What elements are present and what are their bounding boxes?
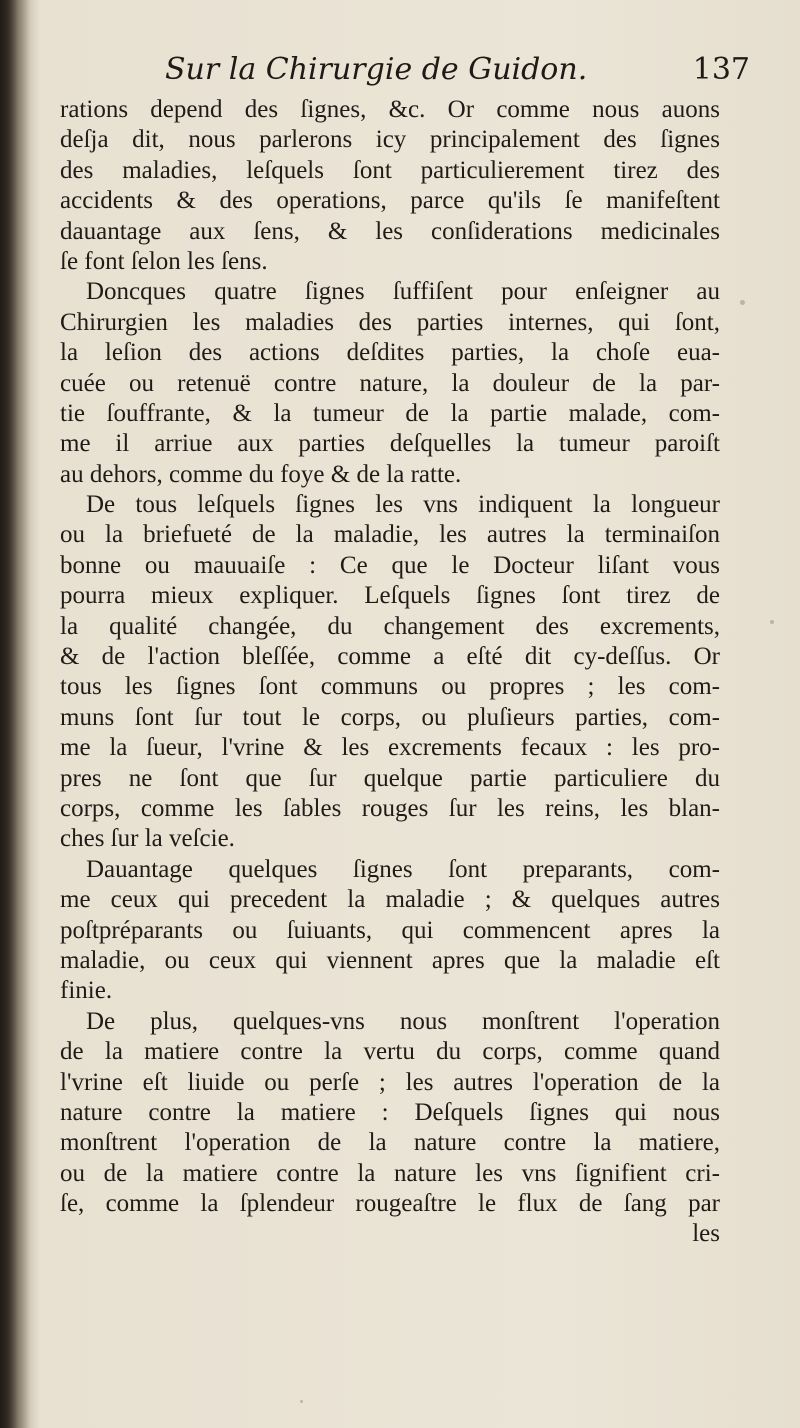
text-line: deſja dit, nous parlerons icy principalement des ſignes: [60, 126, 720, 154]
text-line: & de l'action bleſſée, comme a eſté dit cy-deſſus. Or: [60, 643, 720, 671]
text-line: la leſion des actions deſdites parties, la choſe eua-: [60, 339, 720, 367]
catchword: les: [692, 1220, 720, 1248]
binding-gutter-shadow: [0, 0, 30, 1428]
text-line: me il arriue aux parties deſquelles la tumeur paroiſt: [60, 430, 720, 458]
text-line: ou de la matiere contre la nature les vns ſignifient cri-: [60, 1159, 720, 1187]
body-text: [60, 95, 720, 1250]
text-line: poſtpréparants ou ſuiuants, qui commencent apres la: [60, 916, 720, 944]
text-line: dauantage aux ſens, & les conſiderations medicinales: [60, 217, 720, 245]
text-line: monſtrent l'operation de la nature contre la matiere,: [60, 1129, 720, 1157]
text-line: pourra mieux expliquer. Leſquels ſignes ſont tirez de: [60, 582, 720, 610]
paragraph-first-line: Dauantage quelques ſignes ſont preparants, com-: [86, 855, 720, 883]
text-line: finie.: [60, 977, 113, 1005]
text-line: me ceux qui precedent la maladie ; & quelques autres: [60, 886, 720, 914]
text-line: cuée ou retenuë contre nature, la douleur de la par-: [60, 369, 720, 397]
text-line: me la ſueur, l'vrine & les excrements fecaux : les pro-: [60, 734, 720, 762]
paper-speck: [740, 300, 745, 305]
paper-speck: [300, 1400, 303, 1403]
text-line: tous les ſignes ſont communs ou propres ; les com-: [60, 673, 720, 701]
text-line: de la matiere contre la vertu du corps, comme quand: [60, 1038, 720, 1066]
text-line: la qualité changée, du changement des excrements,: [60, 612, 720, 640]
text-line: nature contre la matiere : Deſquels ſignes qui nous: [60, 1098, 720, 1126]
text-line: l'vrine eſt liuide ou perſe ; les autres l'operation de la: [60, 1068, 720, 1096]
text-line: rations depend des ſignes, &c. Or comme nous auons: [60, 96, 720, 123]
page-number: 137: [692, 52, 750, 87]
text-line: maladie, ou ceux qui viennent apres que la maladie eſt: [60, 946, 720, 974]
running-title: Sur la Chirurgie de Guidon.: [165, 52, 588, 87]
paper-speck: [770, 620, 774, 624]
text-line: muns ſont ſur tout le corps, ou pluſieurs parties, com-: [60, 703, 720, 731]
running-head: [60, 52, 750, 96]
text-line: Chirurgien les maladies des parties internes, qui ſont,: [60, 308, 720, 336]
paragraph-first-line: Doncques quatre ſignes ſuffiſent pour enſeigner au: [86, 278, 720, 306]
text-line: accidents & des operations, parce qu'ils ſe manifeſtent: [60, 187, 720, 215]
text-line: pres ne ſont que ſur quelque partie particuliere du: [60, 764, 720, 792]
text-line: des maladies, leſquels ſont particulierement tirez des: [60, 156, 720, 184]
paragraph-first-line: De tous leſquels ſignes les vns indiquent la longueur: [86, 491, 720, 519]
text-line: corps, comme les ſables rouges ſur les reins, les blan-: [60, 794, 720, 822]
text-line: ſe font ſelon les ſens.: [60, 247, 268, 275]
text-line: au dehors, comme du foye & de la ratte.: [60, 460, 462, 488]
text-line: ches ſur la veſcie.: [60, 825, 235, 853]
text-line: ou la briefueté de la maladie, les autres la terminaiſon: [60, 521, 720, 549]
text-line: ſe, comme la ſplendeur rougeaſtre le flux de ſang par: [60, 1190, 720, 1218]
text-line: tie ſouffrante, & la tumeur de la partie malade, com-: [60, 399, 720, 427]
text-line: bonne ou mauuaiſe : Ce que le Docteur liſant vous: [60, 551, 720, 579]
paragraph-first-line: De plus, quelques-vns nous monſtrent l'operation: [86, 1007, 720, 1035]
